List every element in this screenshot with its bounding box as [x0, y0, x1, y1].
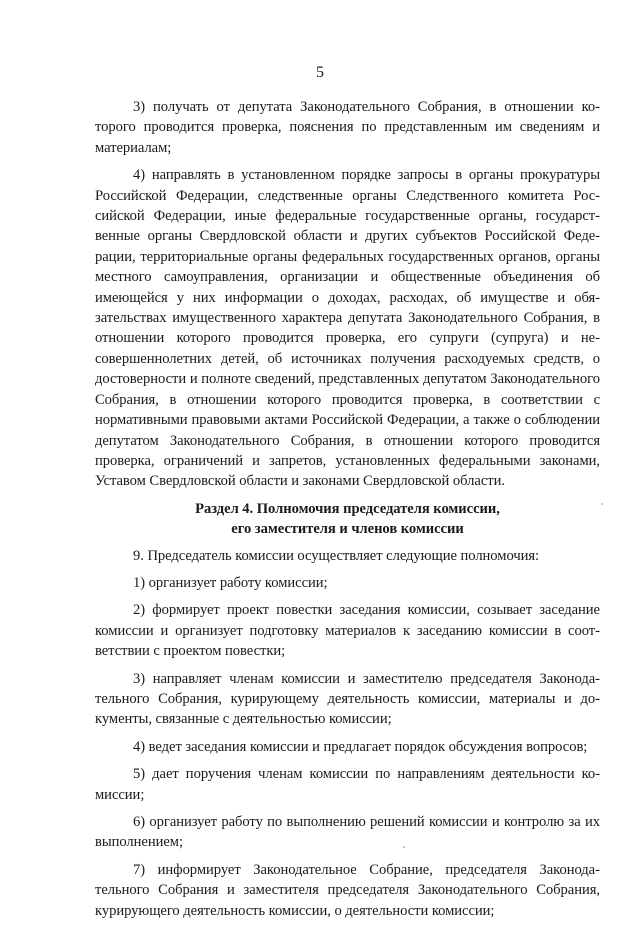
paragraph-power-4: 4) ведет заседания комиссии и предлагает порядок обсуждения вопросов;	[133, 738, 588, 755]
page-number: 5	[316, 64, 324, 81]
paragraph-clause-9: 9. Председатель комиссии осуществляет следующие полномочия:	[133, 547, 540, 564]
paragraph-power-3: 3) направляет членам комиссии и заместителю председателя Законодательного Собрания, курирующему деятельность комиссии, материалы и документы, связанные с деятельностью комиссии;	[95, 670, 600, 728]
document-body	[95, 97, 600, 928]
paragraph-item-3: 3) получать от депутата Законодательного Собрания, в отношении которого проводится проверка, пояснения по представленным им сведениям и материалам;	[95, 99, 600, 156]
scan-speck	[601, 503, 603, 505]
paragraph-power-7: 7) информирует Законодательное Собрание, председателя Законодательного Собрания и заместителя председателя Законодательного Собрания, курирующего деятельность комиссии, о деятельности комиссии;	[95, 861, 600, 919]
paragraph-power-6: 6) организует работу по выполнению решений комиссии и контролю за их выполнением;	[95, 814, 600, 851]
section-heading-line-2: его заместителя и членов комиссии	[231, 521, 464, 538]
section-heading-line-1: Раздел 4. Полномочия председателя комиссии,	[195, 500, 500, 517]
paragraph-power-2: 2) формирует проект повестки заседания комиссии, созывает заседание комиссии и организует подготовку материалов к заседанию комиссии в соответствии с проектом повестки;	[95, 602, 600, 660]
paragraph-power-5: 5) дает поручения членам комиссии по направлениям деятельности комиссии;	[95, 766, 600, 803]
section-heading	[95, 499, 600, 540]
paragraph-item-4: 4) направлять в установленном порядке запросы в органы прокуратуры Российской Федерации, следственные органы Следственного комитета Российской Федерации, иные федеральные государственные органы, государственные органы Свердловской области и других субъектов Российской Федерации, территориальные органы федеральных государственных органов, органы местного самоуправления, организации и общественные объединения об имеющейся у них информации о доходах, расходах, об имуществе и обязательствах имущественного характера депутата Законодательного Собрания, в отношении которого проводится проверка, его супруги (супруга) и несовершеннолетних детей, об источниках получения расходуемых средств, о достоверности и полноте сведений, представленных депутатом Законодательного Собрания, в отношении которого проводится проверка, в соответствии с нормативными правовыми актами Российской Федерации, а также о соблюдении депутатом Законодательного Собрания, в отношении которого проводится проверка, ограничений и запретов, установленных федеральными законами, Уставом Свердловской области и законами Свердловской области.	[95, 167, 600, 490]
scan-speck	[403, 846, 405, 848]
paragraph-power-1: 1) организует работу комиссии;	[133, 574, 328, 591]
